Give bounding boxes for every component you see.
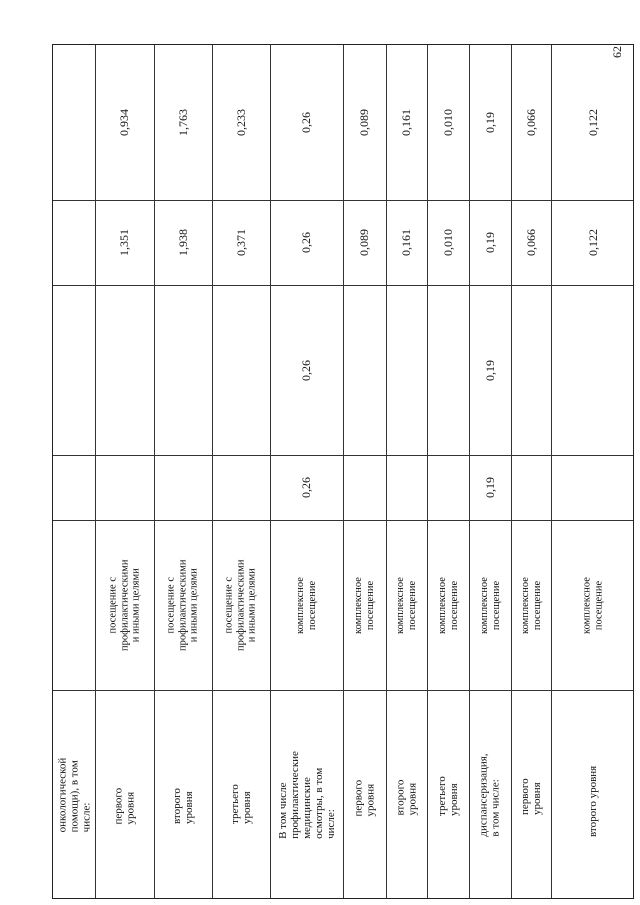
- unit-label: посещение с профилактическими и иными целями: [165, 559, 200, 651]
- cell-c2: [343, 285, 386, 455]
- cell-c2: [270, 285, 343, 455]
- cell-c2: [551, 285, 635, 455]
- row-label: третьего уровня: [229, 784, 253, 824]
- cell-name: [95, 690, 154, 900]
- cell-c1: [53, 455, 95, 520]
- cell-c3: [469, 200, 511, 285]
- cell-c1: [154, 455, 212, 520]
- cell-c1: [469, 455, 511, 520]
- unit-label: комплексное посещение: [478, 576, 502, 634]
- cell-c3: [212, 200, 270, 285]
- value: 0,010: [440, 229, 455, 256]
- cell-c3: [53, 200, 95, 285]
- cell-c2: [469, 285, 511, 455]
- cell-name: [154, 690, 212, 900]
- cell-c2: [427, 285, 469, 455]
- value: 0,26: [299, 232, 313, 253]
- cell-c3: [270, 200, 343, 285]
- cell-c2: [386, 285, 427, 455]
- cell-c2: [511, 285, 551, 455]
- cell-name: [386, 690, 427, 900]
- value: 0,089: [357, 229, 371, 256]
- indicators-table: [52, 44, 634, 899]
- cell-c3: [427, 200, 469, 285]
- cell-c4: [386, 45, 427, 200]
- unit-label: комплексное посещение: [519, 576, 543, 634]
- value: 0,161: [399, 229, 413, 256]
- cell-name: [511, 690, 551, 900]
- cell-c4: [53, 45, 95, 200]
- value: 0,19: [482, 232, 497, 253]
- cell-name: [551, 690, 635, 900]
- value: 0,26: [299, 359, 313, 381]
- row-label: второго уровня: [394, 779, 419, 816]
- cell-unit: [427, 520, 469, 690]
- row-label: В том числе профилактические медицинские осмотры, в том числе:: [276, 751, 337, 839]
- value: 0,161: [399, 109, 413, 136]
- value: 0,122: [585, 109, 600, 136]
- value: 0,934: [117, 109, 131, 136]
- row-label: первого уровня: [519, 778, 543, 815]
- cell-c4: [212, 45, 270, 200]
- cell-unit: [551, 520, 635, 690]
- cell-c1: [95, 455, 154, 520]
- value: 1,763: [175, 109, 190, 136]
- value: 0,233: [233, 109, 248, 136]
- value: 0,19: [482, 359, 497, 381]
- row-label: диспансеризация, в том числе:: [478, 753, 502, 837]
- unit-label: комплексное посещение: [436, 576, 460, 634]
- cell-unit: [386, 520, 427, 690]
- cell-c4: [270, 45, 343, 200]
- cell-c2: [53, 285, 95, 455]
- cell-name: [427, 690, 469, 900]
- row-label: онкологической помощи), в том числе:: [56, 757, 93, 833]
- cell-c3: [551, 200, 635, 285]
- cell-c3: [511, 200, 551, 285]
- cell-unit: [270, 520, 343, 690]
- unit-label: комплексное посещение: [295, 576, 318, 634]
- value: 1,351: [117, 229, 131, 256]
- unit-label: комплексное посещение: [353, 576, 376, 634]
- cell-c1: [270, 455, 343, 520]
- cell-c4: [343, 45, 386, 200]
- cell-c1: [212, 455, 270, 520]
- value: 0,066: [523, 109, 538, 136]
- cell-unit: [469, 520, 511, 690]
- value: 0,371: [233, 229, 248, 256]
- cell-unit: [154, 520, 212, 690]
- value: 0,26: [299, 112, 313, 133]
- value: 0,010: [440, 109, 455, 136]
- cell-c2: [95, 285, 154, 455]
- cell-c2: [212, 285, 270, 455]
- cell-c2: [154, 285, 212, 455]
- row-label: первого уровня: [352, 779, 377, 817]
- cell-c4: [511, 45, 551, 200]
- value: 0,089: [357, 109, 371, 136]
- row-label: третьего уровня: [436, 776, 460, 816]
- cell-c3: [154, 200, 212, 285]
- cell-unit: [95, 520, 154, 690]
- cell-name: [343, 690, 386, 900]
- cell-unit: [212, 520, 270, 690]
- cell-c4: [551, 45, 635, 200]
- cell-name: [469, 690, 511, 900]
- cell-c3: [95, 200, 154, 285]
- unit-label: посещение с профилактическими и иными целями: [223, 559, 258, 651]
- cell-c4: [95, 45, 154, 200]
- cell-c1: [551, 455, 635, 520]
- cell-c1: [427, 455, 469, 520]
- value: 1,938: [175, 229, 190, 256]
- cell-name: [212, 690, 270, 900]
- unit-label: посещение с профилактическими и иными целями: [107, 559, 142, 651]
- cell-unit: [53, 520, 95, 690]
- value: 0,26: [299, 477, 313, 498]
- cell-unit: [343, 520, 386, 690]
- cell-c4: [154, 45, 212, 200]
- cell-c1: [343, 455, 386, 520]
- cell-name: [270, 690, 343, 900]
- unit-label: комплексное посещение: [581, 576, 604, 634]
- cell-c3: [386, 200, 427, 285]
- page-number: 62: [610, 46, 624, 58]
- row-label: второго уровня: [171, 788, 195, 824]
- row-label: второго уровня: [587, 765, 599, 837]
- cell-c4: [469, 45, 511, 200]
- cell-c1: [511, 455, 551, 520]
- cell-unit: [511, 520, 551, 690]
- value: 0,19: [482, 112, 497, 133]
- value: 0,122: [585, 229, 600, 256]
- cell-c4: [427, 45, 469, 200]
- cell-c1: [386, 455, 427, 520]
- value: 0,066: [523, 229, 538, 256]
- unit-label: комплексное посещение: [395, 576, 418, 634]
- row-label: первого уровня: [112, 787, 137, 825]
- value: 0,19: [482, 477, 497, 498]
- cell-name: [53, 690, 95, 900]
- cell-c3: [343, 200, 386, 285]
